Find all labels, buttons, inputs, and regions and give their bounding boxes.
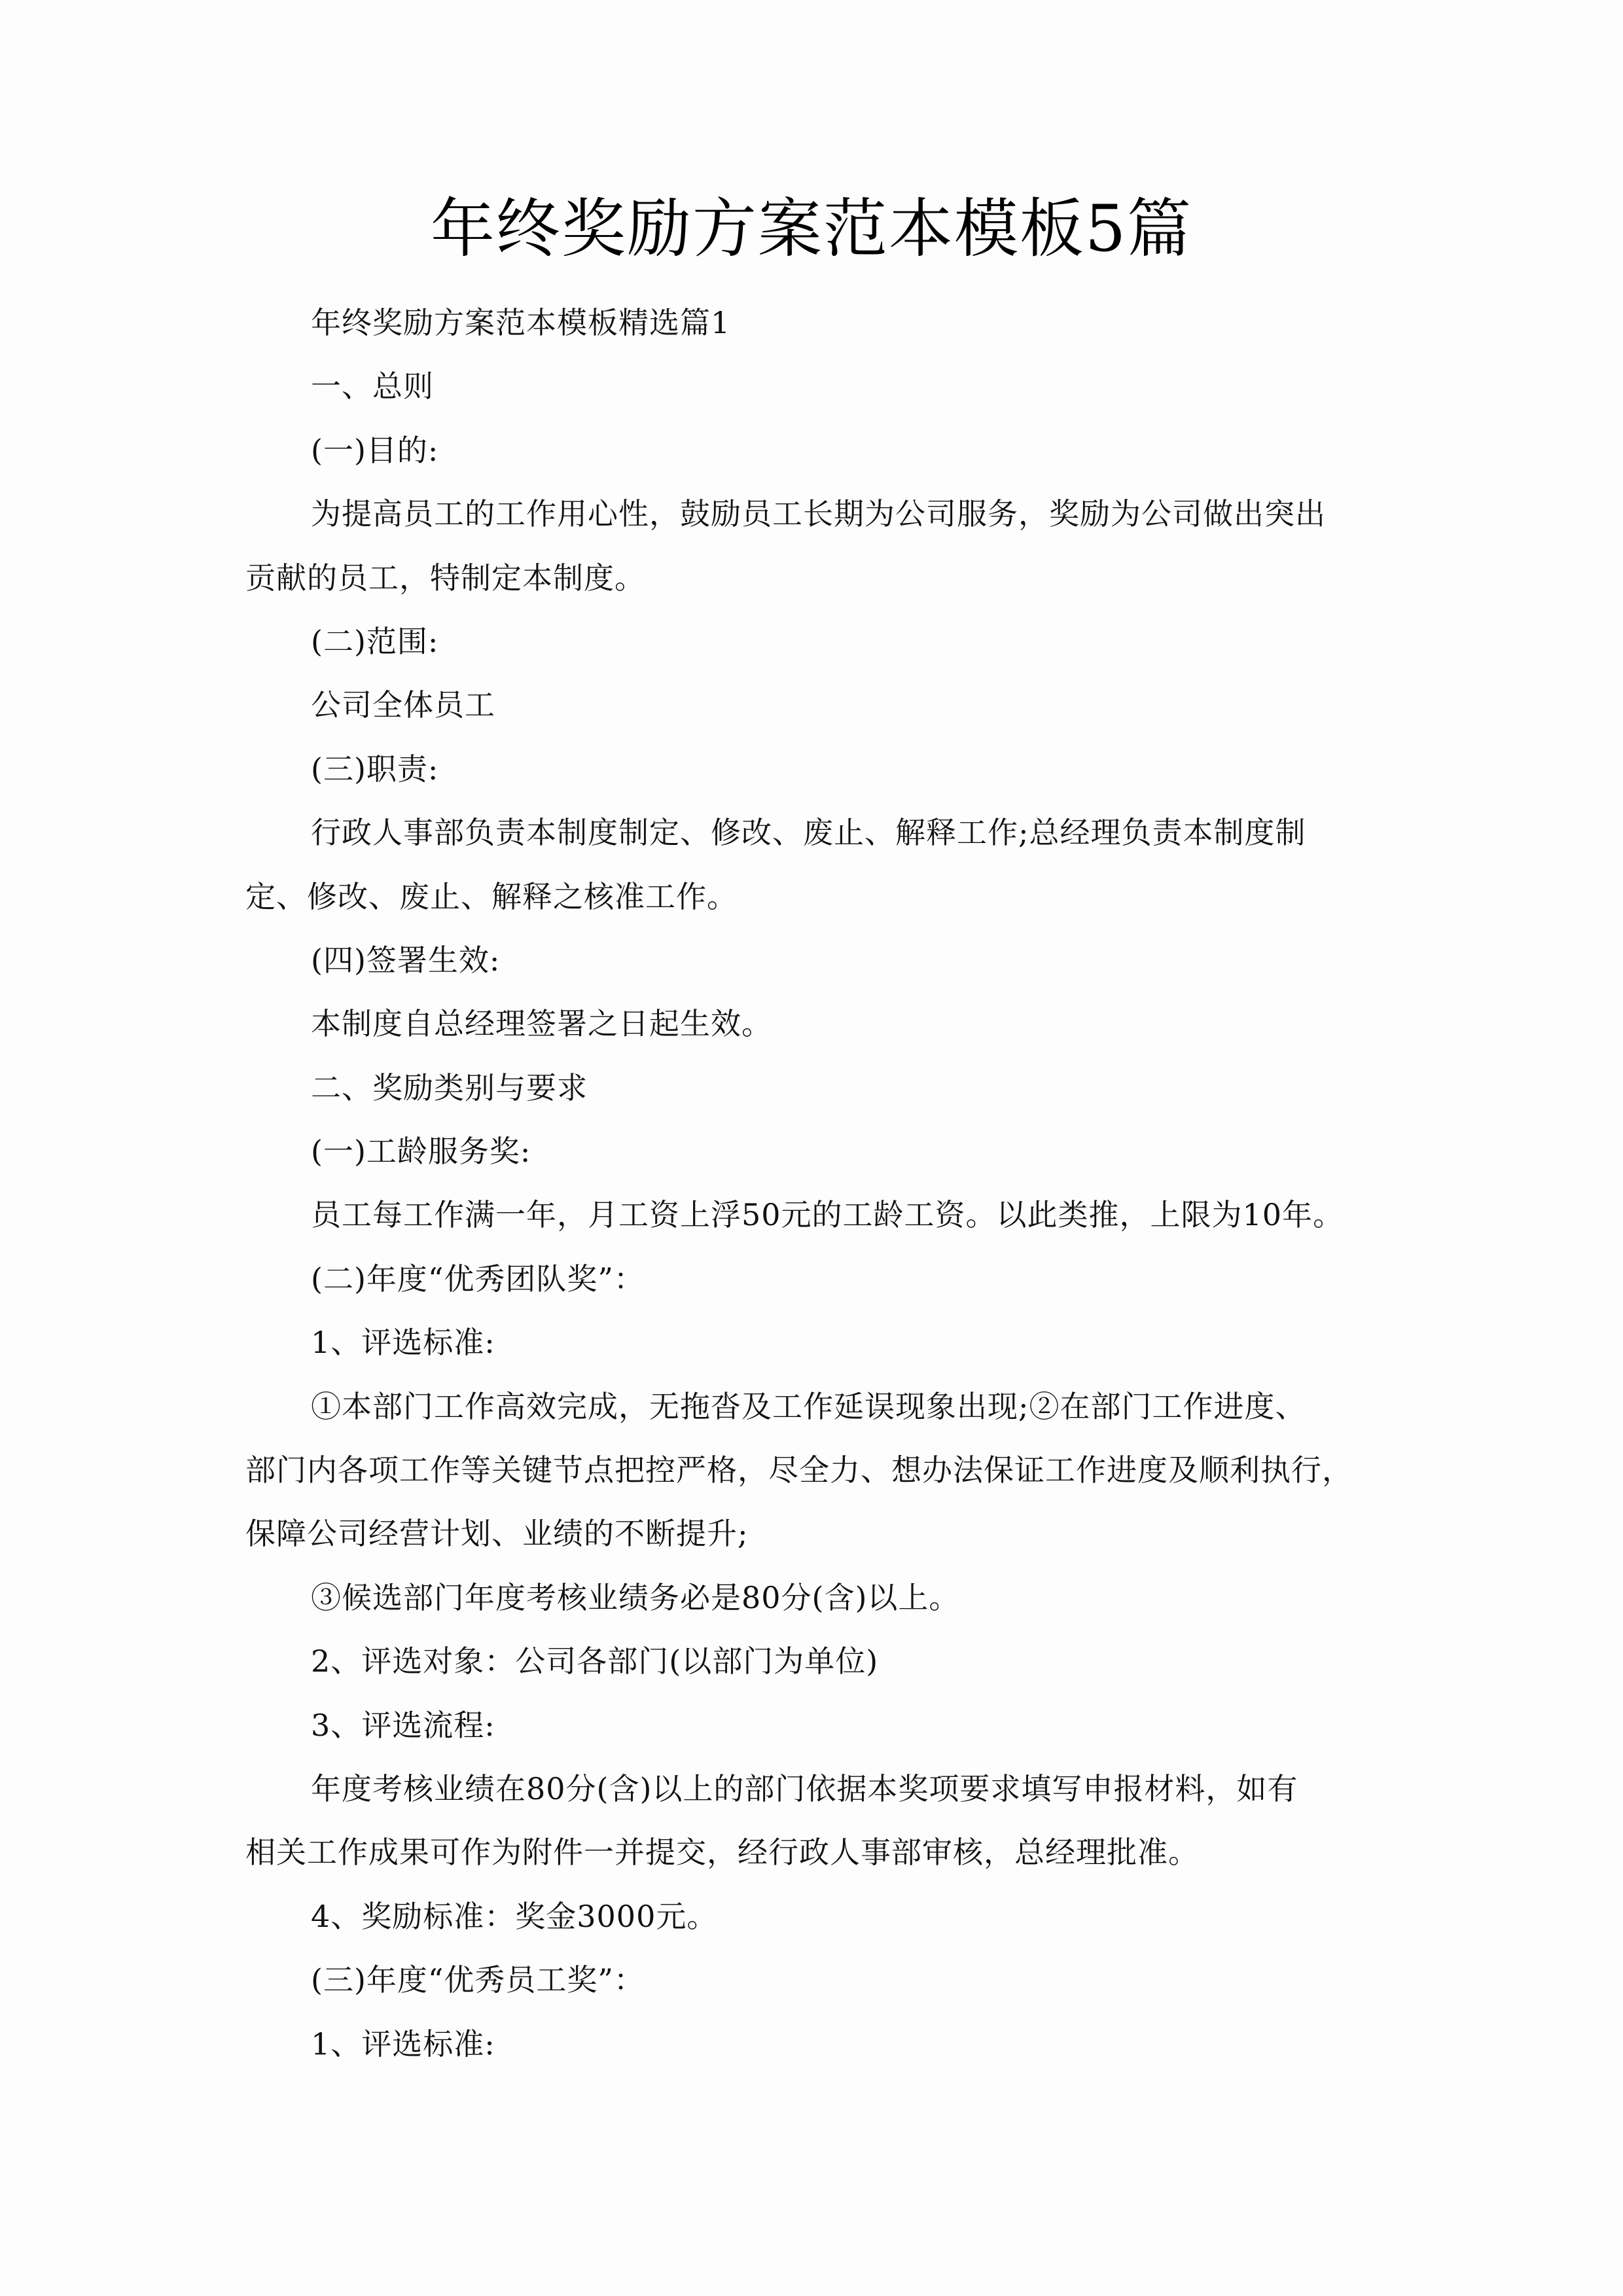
list-item-reward: 4、奖励标准：奖金3000元。 xyxy=(311,1898,718,1934)
paragraph-line: 定、修改、废止、解释之核准工作。 xyxy=(245,878,738,914)
paragraph-line: 保障公司经营计划、业绩的不断提升; xyxy=(245,1516,749,1552)
paragraph-line: ①本部门工作高效完成，无拖沓及工作延误现象出现;②在部门工作进度、 xyxy=(311,1388,1306,1424)
paragraph-line: 年度考核业绩在80分(含)以上的部门依据本奖项要求填写申报材料，如有 xyxy=(311,1770,1298,1806)
list-item-process: 3、评选流程: xyxy=(311,1707,495,1743)
paragraph-line: 部门内各项工作等关键节点把控严格，尽全力、想办法保证工作进度及顺利执行， xyxy=(245,1452,1353,1488)
paragraph-line: 贡献的员工，特制定本制度。 xyxy=(245,560,645,596)
paragraph-line: 为提高员工的工作用心性，鼓励员工长期为公司服务，奖励为公司做出突出 xyxy=(311,496,1326,532)
paragraph-line: 员工每工作满一年，月工资上浮50元的工龄工资。以此类推，上限为10年。 xyxy=(311,1197,1344,1233)
paragraph-line: 本制度自总经理签署之日起生效。 xyxy=(311,1006,772,1042)
paragraph-line: 公司全体员工 xyxy=(311,687,495,723)
heading-general-provisions: 一、总则 xyxy=(311,368,434,404)
list-item-criteria: 1、评选标准: xyxy=(311,2026,495,2062)
document-title: 年终奖励方案范本模板5篇 xyxy=(430,192,1193,266)
subheading-purpose: (一)目的: xyxy=(311,432,439,468)
heading-award-categories: 二、奖励类别与要求 xyxy=(311,1069,588,1105)
subheading-team-award: (二)年度“优秀团队奖”： xyxy=(311,1261,645,1297)
list-item-targets: 2、评选对象：公司各部门(以部门为单位) xyxy=(311,1643,879,1679)
document-body xyxy=(245,291,1378,2076)
subheading-seniority-award: (一)工龄服务奖: xyxy=(311,1134,531,1170)
paragraph-line: 相关工作成果可作为附件一并提交，经行政人事部审核，总经理批准。 xyxy=(245,1835,1199,1871)
subheading-scope: (二)范围: xyxy=(311,623,439,659)
subheading-effective: (四)签署生效: xyxy=(311,942,501,978)
subheading-employee-award: (三)年度“优秀员工奖”： xyxy=(311,1962,645,1998)
section-subtitle: 年终奖励方案范本模板精选篇1 xyxy=(311,305,731,340)
paragraph-line: 行政人事部负责本制度制定、修改、废止、解释工作;总经理负责本制度制 xyxy=(311,815,1306,851)
list-item-criteria: 1、评选标准: xyxy=(311,1325,495,1361)
paragraph-line: ③候选部门年度考核业绩务必是80分(含)以上。 xyxy=(311,1579,960,1615)
subheading-responsibilities: (三)职责: xyxy=(311,751,439,787)
